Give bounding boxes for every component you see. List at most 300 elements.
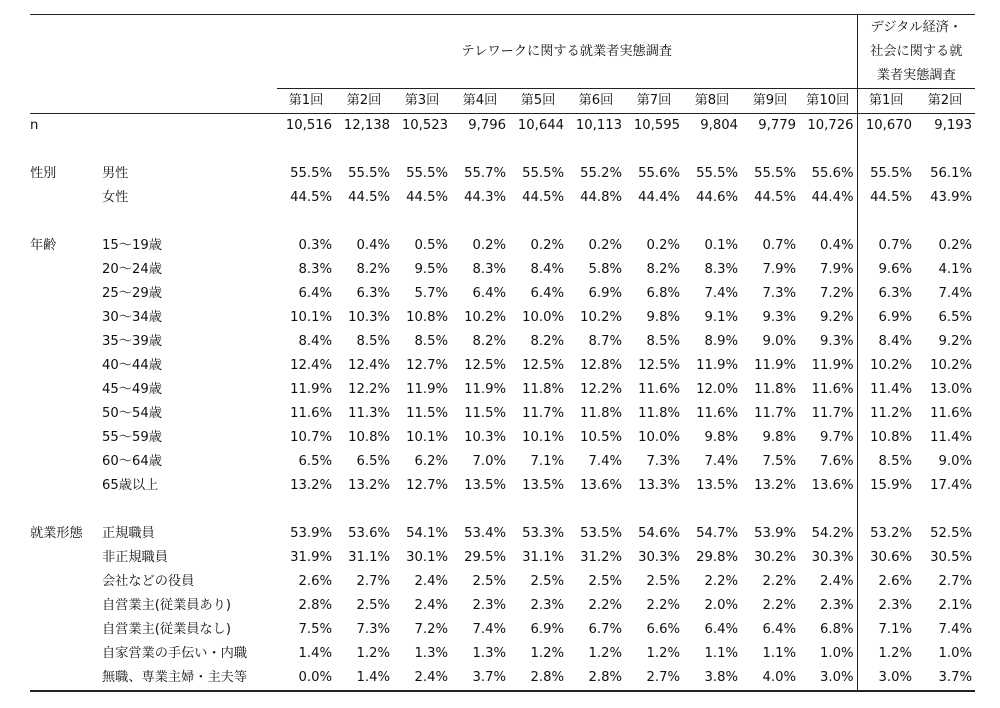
value-cell: 8.7% [588, 334, 622, 349]
data-row [30, 618, 975, 642]
value-cell: 2.7% [938, 574, 972, 589]
value-cell: 11.8% [580, 406, 622, 421]
spacer-cell [799, 138, 857, 162]
data-row [30, 474, 975, 498]
value-cell: 44.5% [290, 190, 332, 205]
value-cell: 7.1% [857, 618, 915, 642]
value-cell: 9.6% [857, 258, 915, 282]
value-cell: 6.4% [530, 286, 564, 301]
spacer-cell [393, 138, 451, 162]
row-category [30, 594, 102, 618]
row-label: 35～39歳 [102, 334, 162, 349]
row-label: 自営業主(従業員なし) [102, 622, 231, 637]
value-cell: 13.2% [348, 478, 390, 493]
value-cell: 12.2% [348, 382, 390, 397]
value-cell: 9,804 [683, 114, 741, 139]
value-cell: 2.7% [356, 574, 390, 589]
value-cell: 54.1% [406, 526, 448, 541]
value-cell: 7.4% [472, 622, 506, 637]
value-cell: 55.2% [580, 166, 622, 181]
data-row [30, 666, 975, 691]
value-cell: 7.3% [762, 286, 796, 301]
value-cell: 44.5% [857, 186, 915, 210]
value-cell: 6.6% [646, 622, 680, 637]
spacer-cell [625, 210, 683, 234]
value-cell: 30.2% [754, 550, 796, 565]
value-cell: 0.4% [819, 238, 854, 253]
value-cell: 9.8% [646, 310, 680, 325]
value-cell: 8.5% [356, 334, 390, 349]
value-cell: 2.5% [530, 574, 564, 589]
value-cell: 2.2% [762, 598, 796, 613]
value-cell: 11.8% [754, 382, 796, 397]
spacer-cell [277, 498, 335, 522]
value-cell: 55.5% [348, 166, 390, 181]
row-category [30, 186, 102, 210]
value-cell: 30.3% [811, 550, 854, 565]
value-cell: 13.6% [580, 478, 622, 493]
value-cell: 11.5% [464, 406, 506, 421]
value-cell: 1.2% [530, 646, 564, 661]
value-cell: 2.5% [646, 574, 680, 589]
value-cell: 2.4% [393, 666, 451, 691]
value-cell: 52.5% [930, 526, 972, 541]
value-cell: 5.8% [588, 262, 622, 277]
data-row [30, 642, 975, 666]
value-cell: 2.4% [414, 574, 448, 589]
value-cell: 31.2% [580, 550, 622, 565]
value-cell: 10.1% [522, 430, 564, 445]
value-cell: 9.2% [938, 334, 972, 349]
value-cell: 2.3% [472, 598, 506, 613]
value-cell: 7.9% [819, 262, 854, 277]
value-cell: 10.8% [406, 310, 448, 325]
value-cell: 11.9% [464, 382, 506, 397]
value-cell: 0.2% [472, 238, 506, 253]
spacer-cell [509, 210, 567, 234]
value-cell: 0.4% [356, 238, 390, 253]
value-cell: 11.6% [638, 382, 680, 397]
value-cell: 6.3% [356, 286, 390, 301]
value-cell: 7.1% [530, 454, 564, 469]
row-label: 非正規職員 [102, 550, 168, 565]
value-cell: 44.4% [811, 190, 854, 205]
value-cell: 6.4% [762, 622, 796, 637]
data-row [30, 546, 975, 570]
value-cell: 10.8% [348, 430, 390, 445]
value-cell: 11.3% [348, 406, 390, 421]
spacer-cell [915, 210, 975, 234]
value-cell: 9,193 [915, 114, 975, 139]
value-cell: 44.5% [754, 190, 796, 205]
value-cell: 55.7% [464, 166, 506, 181]
row-label: 45～49歳 [102, 382, 162, 397]
value-cell: 11.8% [522, 382, 564, 397]
value-cell: 8.3% [472, 262, 506, 277]
value-cell: 44.6% [696, 190, 738, 205]
row-category [30, 330, 102, 354]
row-category [30, 354, 102, 378]
row-label: 50～54歳 [102, 406, 162, 421]
value-cell: 2.2% [704, 574, 738, 589]
value-cell: 3.0% [799, 666, 857, 691]
data-row [30, 378, 975, 402]
spacer-cell [451, 498, 509, 522]
value-cell: 6.5% [938, 310, 972, 325]
row-category: 性別 [30, 166, 57, 181]
value-cell: 17.4% [930, 478, 972, 493]
value-cell: 7.5% [762, 454, 796, 469]
value-cell: 10,644 [509, 114, 567, 139]
row-label [102, 114, 277, 139]
value-cell: 8.5% [646, 334, 680, 349]
value-cell: 10.0% [638, 430, 680, 445]
value-cell: 0.2% [588, 238, 622, 253]
spacer-cell [335, 138, 393, 162]
value-cell: 7.4% [938, 622, 972, 637]
value-cell: 6.4% [704, 622, 738, 637]
value-cell: 11.5% [406, 406, 448, 421]
value-cell: 9.0% [938, 454, 972, 469]
value-cell: 3.8% [683, 666, 741, 691]
value-cell: 7.6% [819, 454, 854, 469]
value-cell: 12.8% [580, 358, 622, 373]
spacer-cell [915, 138, 975, 162]
spacer-cell [102, 498, 277, 522]
spacer-cell [30, 498, 102, 522]
row-label: 自営業主(従業員あり) [102, 598, 231, 613]
value-cell: 11.9% [290, 382, 332, 397]
row-label: 40～44歳 [102, 358, 162, 373]
value-cell: 1.0% [819, 646, 854, 661]
spacer-cell [683, 138, 741, 162]
value-cell: 54.6% [638, 526, 680, 541]
value-cell: 13.5% [464, 478, 506, 493]
row-category [30, 378, 102, 402]
value-cell: 1.1% [704, 646, 738, 661]
data-row [30, 306, 975, 330]
data-row [30, 426, 975, 450]
value-cell: 1.2% [646, 646, 680, 661]
value-cell: 55.5% [696, 166, 738, 181]
spacer-cell [277, 138, 335, 162]
row-category [30, 642, 102, 666]
spacer-cell [393, 210, 451, 234]
value-cell: 13.3% [638, 478, 680, 493]
spacer-cell [625, 138, 683, 162]
value-cell: 11.7% [811, 406, 854, 421]
value-cell: 6.5% [356, 454, 390, 469]
group2-title-line: 業者実態調査 [876, 68, 956, 83]
value-cell: 2.8% [509, 666, 567, 691]
value-cell: 10.2% [930, 358, 972, 373]
value-cell: 55.5% [406, 166, 448, 181]
value-cell: 11.7% [754, 406, 796, 421]
value-cell: 44.5% [348, 190, 390, 205]
column-header: 第2回 [915, 89, 975, 114]
value-cell: 53.2% [857, 522, 915, 546]
survey-table [30, 14, 975, 692]
value-cell: 29.8% [696, 550, 738, 565]
value-cell: 5.7% [414, 286, 448, 301]
value-cell: 44.8% [580, 190, 622, 205]
value-cell: 9,779 [741, 114, 799, 139]
row-label: 30～34歳 [102, 310, 162, 325]
spacer-cell [567, 138, 625, 162]
spacer-cell [683, 498, 741, 522]
value-cell: 2.1% [938, 598, 972, 613]
value-cell: 11.9% [754, 358, 796, 373]
value-cell: 7.4% [588, 454, 622, 469]
value-cell: 8.2% [356, 262, 390, 277]
spacer-cell [741, 138, 799, 162]
value-cell: 0.2% [938, 238, 972, 253]
spacer-cell [30, 210, 102, 234]
value-cell: 1.2% [588, 646, 622, 661]
value-cell: 53.6% [348, 526, 390, 541]
column-header: 第6回 [567, 89, 625, 114]
value-cell: 8.4% [298, 334, 332, 349]
spacer-cell [741, 210, 799, 234]
value-cell: 2.6% [298, 574, 332, 589]
row-category [30, 282, 102, 306]
header-columns-row [30, 89, 975, 114]
data-row [30, 522, 975, 546]
column-header: 第10回 [799, 89, 857, 114]
value-cell: 54.2% [811, 526, 854, 541]
value-cell: 10.1% [290, 310, 332, 325]
row-label: 正規職員 [102, 526, 155, 541]
value-cell: 56.1% [930, 166, 972, 181]
value-cell: 2.2% [762, 574, 796, 589]
spacer-cell [30, 138, 102, 162]
value-cell: 12.2% [580, 382, 622, 397]
value-cell: 0.2% [646, 238, 680, 253]
value-cell: 6.9% [588, 286, 622, 301]
data-row [30, 330, 975, 354]
value-cell: 2.2% [588, 598, 622, 613]
value-cell: 9.0% [762, 334, 796, 349]
table-body [30, 15, 975, 692]
row-category [30, 402, 102, 426]
value-cell: 11.9% [696, 358, 738, 373]
value-cell: 7.2% [819, 286, 854, 301]
value-cell: 8.2% [472, 334, 506, 349]
group2-title [857, 15, 975, 89]
value-cell: 6.2% [414, 454, 448, 469]
row-label: 会社などの役員 [102, 574, 195, 589]
value-cell: 7.5% [298, 622, 332, 637]
data-row [30, 354, 975, 378]
value-cell: 0.7% [762, 238, 796, 253]
data-row [30, 402, 975, 426]
value-cell: 10,516 [277, 114, 335, 139]
value-cell: 8.5% [857, 450, 915, 474]
value-cell: 1.0% [938, 646, 972, 661]
value-cell: 55.5% [857, 162, 915, 186]
spacer-cell [799, 210, 857, 234]
spacer-cell [335, 498, 393, 522]
data-row [30, 234, 975, 258]
column-header: 第5回 [509, 89, 567, 114]
row-category [30, 666, 102, 691]
value-cell: 30.3% [638, 550, 680, 565]
value-cell: 8.3% [704, 262, 738, 277]
value-cell: 0.2% [530, 238, 564, 253]
row-category [30, 570, 102, 594]
spacer-cell [857, 498, 915, 522]
value-cell: 53.3% [522, 526, 564, 541]
value-cell: 6.7% [588, 622, 622, 637]
value-cell: 2.7% [625, 666, 683, 691]
value-cell: 1.2% [356, 646, 390, 661]
row-category [30, 546, 102, 570]
value-cell: 11.7% [522, 406, 564, 421]
value-cell: 31.1% [348, 550, 390, 565]
value-cell: 6.5% [298, 454, 332, 469]
data-row [30, 186, 975, 210]
value-cell: 43.9% [930, 190, 972, 205]
row-category [30, 618, 102, 642]
value-cell: 31.9% [290, 550, 332, 565]
value-cell: 10.0% [522, 310, 564, 325]
row-category: 年齢 [30, 238, 57, 253]
empty-header-cell [30, 15, 102, 89]
value-cell: 12.0% [696, 382, 738, 397]
value-cell: 11.9% [406, 382, 448, 397]
value-cell: 10,113 [567, 114, 625, 139]
row-category: 就業形態 [30, 526, 83, 541]
value-cell: 8.2% [530, 334, 564, 349]
header-title-row [30, 15, 975, 89]
row-label: 自家営業の手伝い・内職 [102, 646, 248, 661]
row-label: 無職、専業主婦・主夫等 [102, 666, 277, 691]
value-cell: 55.5% [522, 166, 564, 181]
value-cell: 2.5% [588, 574, 622, 589]
value-cell: 7.2% [414, 622, 448, 637]
spacer-cell [102, 138, 277, 162]
spacer-cell [509, 138, 567, 162]
value-cell: 10.2% [464, 310, 506, 325]
value-cell: 1.4% [335, 666, 393, 691]
value-cell: 44.5% [522, 190, 564, 205]
spacer-cell [857, 210, 915, 234]
value-cell: 3.7% [915, 666, 975, 691]
data-row [30, 594, 975, 618]
column-header: 第4回 [451, 89, 509, 114]
value-cell: 0.3% [298, 238, 332, 253]
group1-title: テレワークに関する就業者実態調査 [277, 15, 857, 89]
row-label: 25～29歳 [102, 286, 162, 301]
value-cell: 11.9% [811, 358, 854, 373]
column-header: 第1回 [277, 89, 335, 114]
value-cell: 1.4% [298, 646, 332, 661]
value-cell: 55.5% [290, 166, 332, 181]
value-cell: 10,726 [799, 114, 857, 139]
empty-header-cell [102, 89, 277, 114]
value-cell: 10,595 [625, 114, 683, 139]
value-cell: 12.4% [348, 358, 390, 373]
row-label: 55～59歳 [102, 430, 162, 445]
spacer-cell [451, 210, 509, 234]
spacer-cell [451, 138, 509, 162]
spacer-row [30, 498, 975, 522]
value-cell: 8.4% [857, 330, 915, 354]
spacer-cell [102, 210, 277, 234]
spacer-cell [567, 210, 625, 234]
spacer-cell [683, 210, 741, 234]
value-cell: 53.5% [580, 526, 622, 541]
value-cell: 55.5% [754, 166, 796, 181]
column-header: 第2回 [335, 89, 393, 114]
value-cell: 12.7% [406, 358, 448, 373]
value-cell: 6.4% [472, 286, 506, 301]
value-cell: 12.7% [406, 478, 448, 493]
value-cell: 11.6% [930, 406, 972, 421]
value-cell: 10.2% [580, 310, 622, 325]
value-cell: 7.3% [646, 454, 680, 469]
value-cell: 44.3% [464, 190, 506, 205]
value-cell: 44.5% [406, 190, 448, 205]
data-row [30, 450, 975, 474]
value-cell: 2.3% [819, 598, 854, 613]
value-cell: 9.3% [819, 334, 854, 349]
value-cell: 6.9% [530, 622, 564, 637]
group2-title-line: 社会に関する就 [870, 44, 963, 59]
value-cell: 13.0% [930, 382, 972, 397]
spacer-row [30, 138, 975, 162]
value-cell: 7.0% [472, 454, 506, 469]
value-cell: 9,796 [451, 114, 509, 139]
value-cell: 10.7% [290, 430, 332, 445]
value-cell: 6.8% [646, 286, 680, 301]
value-cell: 2.0% [704, 598, 738, 613]
value-cell: 55.6% [811, 166, 854, 181]
value-cell: 12.4% [290, 358, 332, 373]
value-cell: 6.8% [819, 622, 854, 637]
value-cell: 10,523 [393, 114, 451, 139]
value-cell: 13.5% [522, 478, 564, 493]
value-cell: 11.4% [930, 430, 972, 445]
data-row [30, 258, 975, 282]
value-cell: 2.8% [298, 598, 332, 613]
value-cell: 2.2% [646, 598, 680, 613]
data-row [30, 570, 975, 594]
spacer-cell [567, 498, 625, 522]
value-cell: 13.2% [290, 478, 332, 493]
value-cell: 11.6% [290, 406, 332, 421]
value-cell: 10.1% [406, 430, 448, 445]
column-header: 第3回 [393, 89, 451, 114]
value-cell: 12.5% [522, 358, 564, 373]
row-category [30, 450, 102, 474]
value-cell: 6.9% [857, 306, 915, 330]
value-cell: 0.5% [414, 238, 448, 253]
value-cell: 3.7% [451, 666, 509, 691]
column-header: 第9回 [741, 89, 799, 114]
value-cell: 10,670 [857, 114, 915, 139]
value-cell: 7.4% [704, 454, 738, 469]
empty-header-cell [102, 15, 277, 89]
value-cell: 7.4% [938, 286, 972, 301]
value-cell: 12.5% [638, 358, 680, 373]
row-category [30, 474, 102, 498]
value-cell: 10.8% [857, 426, 915, 450]
value-cell: 10.5% [580, 430, 622, 445]
value-cell: 7.9% [762, 262, 796, 277]
row-label: 60～64歳 [102, 454, 162, 469]
spacer-cell [335, 210, 393, 234]
